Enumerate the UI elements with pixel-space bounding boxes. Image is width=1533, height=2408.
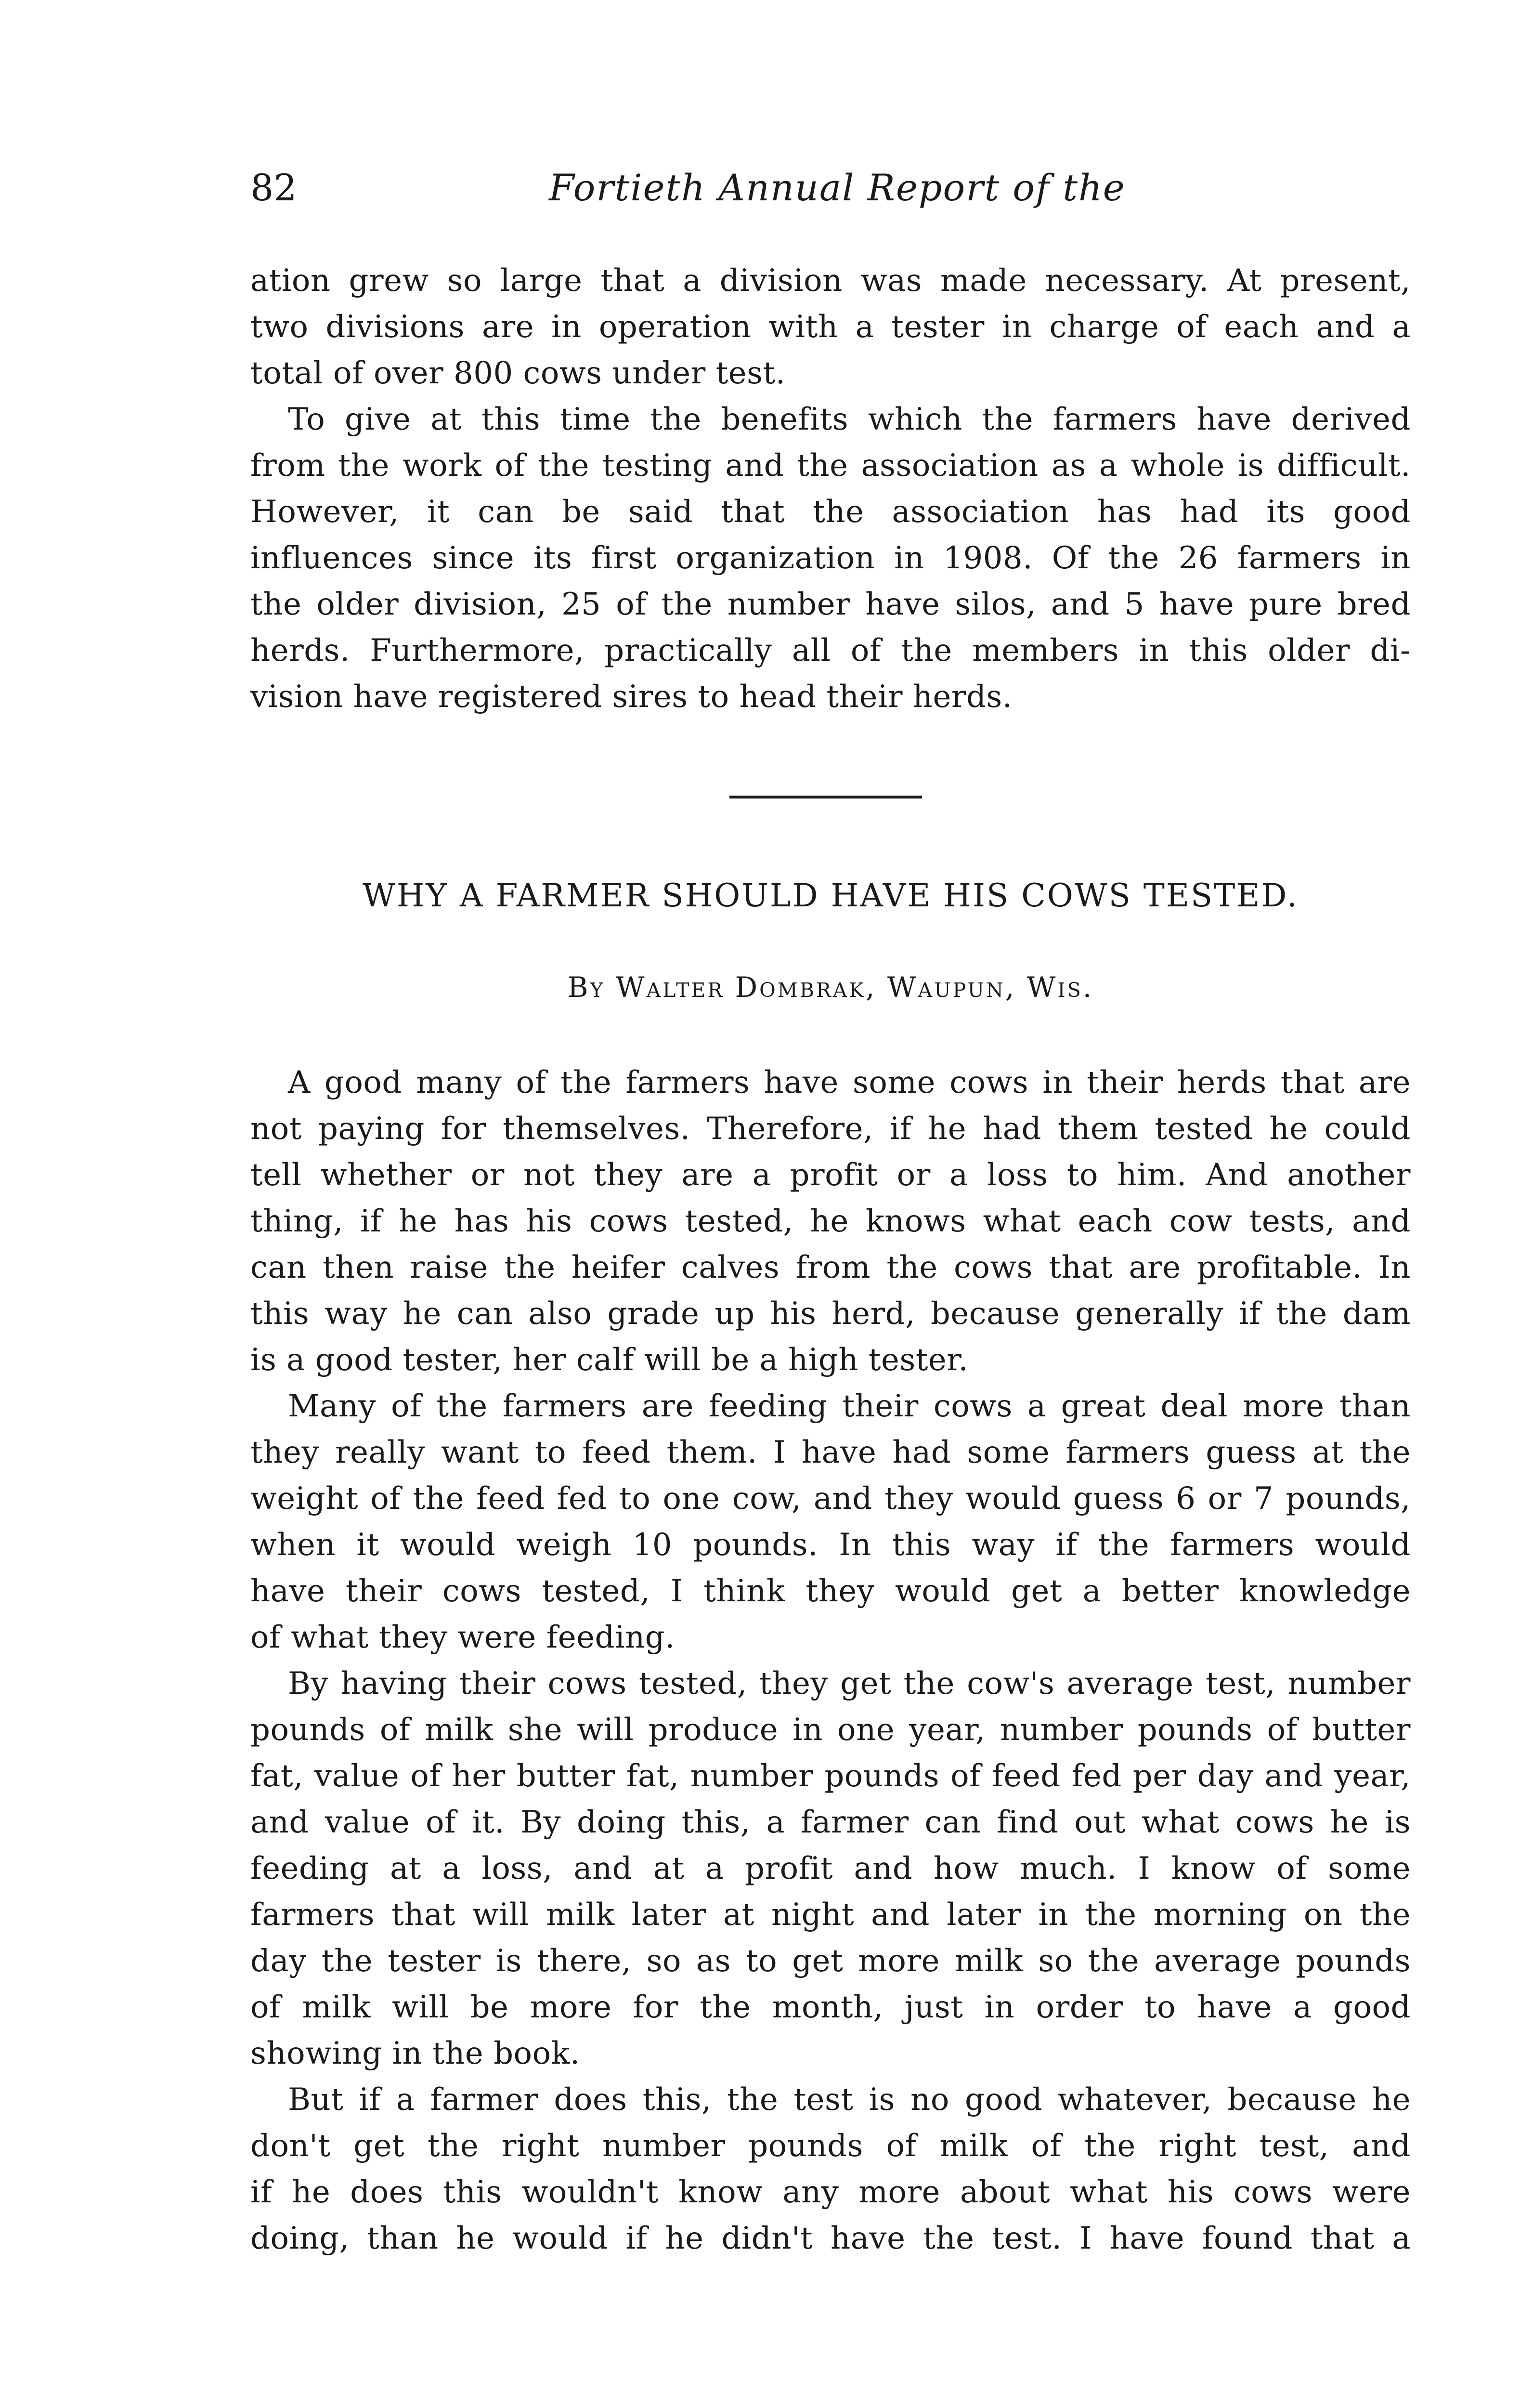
text-line: total of over 800 cows under test.: [250, 355, 786, 391]
text-line: of what they were feeding.: [250, 1620, 675, 1655]
text-line: this way he can also grade up his herd, because generally if the dam: [250, 1296, 1411, 1332]
article-byline: By Walter Dombrak, Waupun, Wis.: [567, 971, 1094, 1004]
article-title: WHY A FARMER SHOULD HAVE HIS COWS TESTED.: [362, 877, 1299, 914]
text-line: By having their cows tested, they get the cow's average test, number: [288, 1666, 1411, 1701]
text-line: Many of the farmers are feeding their cows a great deal more than: [288, 1388, 1411, 1424]
text-line: day the tester is there, so as to get more milk so the average pounds: [250, 1943, 1411, 1979]
section-divider: [729, 796, 922, 798]
text-line: two divisions are in operation with a tester in charge of each and a: [250, 309, 1411, 345]
text-line: pounds of milk she will produce in one year, number pounds of butter: [250, 1712, 1411, 1748]
text-line: farmers that will milk later at night and later in the morning on the: [250, 1897, 1411, 1933]
text-line: feeding at a loss, and at a profit and how much. I know of some: [250, 1851, 1411, 1886]
running-head: Fortieth Annual Report of the: [549, 166, 1126, 209]
text-line: not paying for themselves. Therefore, if he had them tested he could: [250, 1111, 1411, 1147]
text-line: the older division, 25 of the number have silos, and 5 have pure bred: [250, 587, 1411, 622]
text-line: But if a farmer does this, the test is no good whatever, because he: [288, 2082, 1411, 2118]
text-line: and value of it. By doing this, a farmer can find out what cows he is: [250, 1805, 1411, 1840]
text-line: tell whether or not they are a profit or a loss to him. And another: [250, 1157, 1411, 1193]
text-line: showing in the book.: [250, 2036, 580, 2071]
text-line: when it would weigh 10 pounds. In this way if the farmers would: [250, 1527, 1411, 1563]
text-line: don't get the right number pounds of milk of the right test, and: [250, 2128, 1411, 2164]
text-line: weight of the feed fed to one cow, and they would guess 6 or 7 pounds,: [250, 1481, 1411, 1517]
page-number: 82: [250, 166, 297, 209]
text-line: However, it can be said that the association has had its good: [250, 494, 1411, 530]
page-header: [250, 159, 1406, 217]
text-line: A good many of the farmers have some cows in their herds that are: [288, 1065, 1411, 1100]
text-line: To give at this time the benefits which the farmers have derived: [288, 402, 1411, 437]
text-line: vision have registered sires to head their herds.: [250, 679, 1013, 715]
text-line: herds. Furthermore, practically all of the members in this older di-: [250, 633, 1411, 668]
text-line: can then raise the heifer calves from the cows that are profitable. In: [250, 1250, 1411, 1285]
continued-section: [250, 258, 1411, 720]
text-line: ation grew so large that a division was made necessary. At present,: [250, 263, 1411, 299]
text-line: of milk will be more for the month, just in order to have a good: [250, 1989, 1411, 2025]
text-line: from the work of the testing and the association as a whole is difficult.: [250, 448, 1411, 484]
text-line: fat, value of her butter fat, number pounds of feed fed per day and year,: [250, 1758, 1411, 1794]
article-body: [250, 1060, 1411, 2262]
text-line: doing, than he would if he didn't have the test. I have found that a: [250, 2221, 1411, 2256]
text-line: influences since its first organization in 1908. Of the 26 farmers in: [250, 540, 1411, 576]
text-line: thing, if he has his cows tested, he knows what each cow tests, and: [250, 1204, 1411, 1239]
text-line: they really want to feed them. I have had some farmers guess at the: [250, 1435, 1411, 1470]
text-line: have their cows tested, I think they would get a better knowledge: [250, 1573, 1411, 1609]
text-line: if he does this wouldn't know any more about what his cows were: [250, 2174, 1411, 2210]
text-line: is a good tester, her calf will be a high tester.: [250, 1342, 969, 1378]
